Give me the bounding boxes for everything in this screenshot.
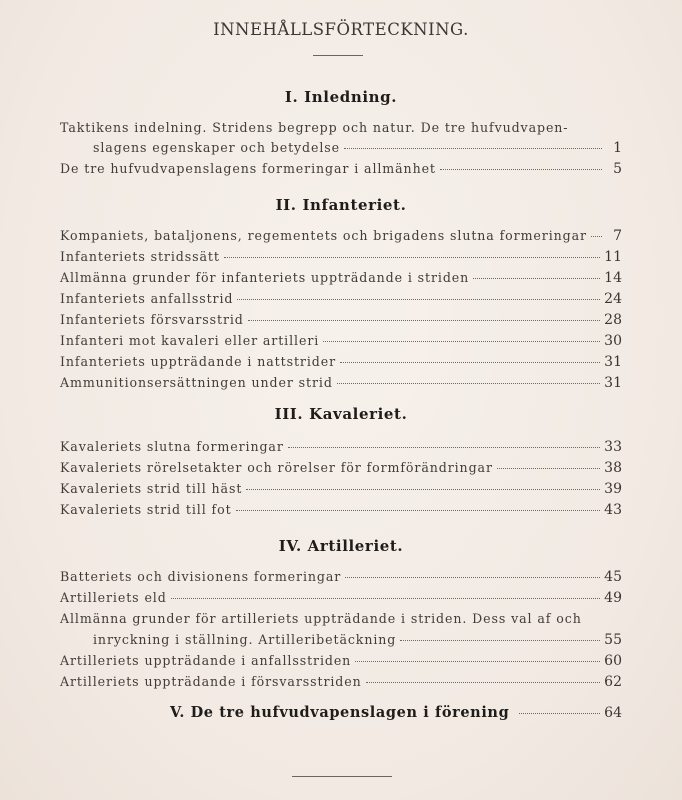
dot-leader bbox=[288, 447, 600, 448]
dot-leader bbox=[236, 510, 601, 511]
toc-entry bbox=[60, 588, 622, 608]
toc-entry-page: 39 bbox=[604, 481, 622, 497]
toc-entry-page: 31 bbox=[604, 354, 622, 370]
dot-leader bbox=[171, 598, 600, 599]
toc-entry-text: Artilleriets uppträdande i försvarsstriden bbox=[60, 674, 362, 689]
section-heading-4: IV. Artilleriet. bbox=[278, 537, 404, 555]
toc-entry bbox=[60, 310, 622, 330]
toc-entry-text: Artilleriets eld bbox=[60, 590, 167, 605]
toc-entry-text: Infanteriets uppträdande i nattstrider bbox=[60, 354, 337, 369]
dot-leader bbox=[473, 278, 600, 279]
section-heading-3: III. Kavaleriet. bbox=[274, 405, 408, 423]
toc-entry-page: 14 bbox=[604, 270, 622, 286]
section-heading-1: I. Inledning. bbox=[284, 88, 398, 106]
toc-entry-page: 5 bbox=[613, 161, 622, 177]
toc-entry-text: Infanteriets anfallsstrid bbox=[60, 291, 234, 306]
toc-entry bbox=[60, 331, 622, 351]
toc-entry-text: slagens egenskaper och betydelse bbox=[93, 140, 341, 155]
toc-entry-text: Kavaleriets strid till häst bbox=[60, 481, 243, 496]
title-divider bbox=[313, 55, 363, 56]
toc-entry-page: 60 bbox=[604, 653, 622, 669]
toc-entry bbox=[60, 247, 622, 267]
toc-entry-text: Infanteriets försvarsstrid bbox=[60, 312, 244, 327]
toc-entry-page: 31 bbox=[604, 375, 622, 391]
toc-entry-text: Infanteri mot kavaleri eller artilleri bbox=[60, 333, 320, 348]
toc-entry bbox=[60, 268, 622, 288]
dot-leader bbox=[248, 320, 600, 321]
toc-entry-text: Kavaleriets strid till fot bbox=[60, 502, 232, 517]
toc-entry bbox=[60, 437, 622, 457]
dot-leader bbox=[366, 682, 601, 683]
footer-divider bbox=[292, 776, 392, 777]
toc-entry bbox=[60, 651, 622, 671]
dot-leader bbox=[400, 640, 600, 641]
toc-entry-text: Allmänna grunder för infanteriets uppträdande i striden bbox=[60, 270, 470, 285]
dot-leader bbox=[355, 661, 600, 662]
toc-entry-page: 1 bbox=[613, 140, 622, 156]
dot-leader bbox=[519, 713, 600, 714]
dot-leader bbox=[337, 383, 600, 384]
dot-leader bbox=[344, 148, 602, 149]
section-heading-5 bbox=[170, 704, 622, 726]
toc-entry bbox=[60, 567, 622, 587]
toc-entry-text: Batteriets och divisionens formeringar bbox=[60, 569, 342, 584]
toc-entry-page: 7 bbox=[613, 228, 622, 244]
toc-entry-page: 33 bbox=[604, 439, 622, 455]
toc-entry bbox=[60, 159, 622, 179]
dot-leader bbox=[591, 236, 602, 237]
toc-entry bbox=[60, 226, 622, 246]
toc-entry bbox=[60, 289, 622, 309]
dot-leader bbox=[246, 489, 600, 490]
toc-entry-text: Ammunitionsersättningen under strid bbox=[60, 375, 333, 390]
dot-leader bbox=[497, 468, 600, 469]
toc-entry-page: 30 bbox=[604, 333, 622, 349]
toc-entry-page: 28 bbox=[604, 312, 622, 328]
dot-leader bbox=[237, 299, 600, 300]
toc-entry-page: 24 bbox=[604, 291, 622, 307]
toc-entry-page: 49 bbox=[604, 590, 622, 606]
toc-entry-text: Kavaleriets rörelsetakter och rörelser för formförändringar bbox=[60, 460, 493, 475]
section-heading-2: II. Infanteriet. bbox=[275, 196, 407, 214]
toc-entry-page: 43 bbox=[604, 502, 622, 518]
toc-line: Allmänna grunder för artilleriets uppträdande i striden. Dess val af och bbox=[60, 611, 582, 626]
toc-entry bbox=[60, 479, 622, 499]
dot-leader bbox=[224, 257, 600, 258]
toc-entry bbox=[60, 672, 622, 692]
toc-entry-text: Kompaniets, bataljonens, regementets och brigadens slutna formeringar bbox=[60, 228, 587, 243]
toc-entry-page: 38 bbox=[604, 460, 622, 476]
toc-entry-page: 11 bbox=[604, 249, 622, 265]
toc-entry-text: Kavaleriets slutna formeringar bbox=[60, 439, 284, 454]
toc-entry-text: Infanteriets stridssätt bbox=[60, 249, 220, 264]
dot-leader bbox=[340, 362, 600, 363]
toc-entry bbox=[60, 458, 622, 478]
dot-leader bbox=[440, 169, 602, 170]
toc-entry-text: inryckning i ställning. Artilleribetäckning bbox=[93, 632, 397, 647]
toc-entry bbox=[93, 138, 622, 158]
toc-entry-page: 64 bbox=[604, 705, 622, 721]
toc-entry bbox=[60, 373, 622, 393]
toc-entry bbox=[60, 352, 622, 372]
toc-entry-page: 45 bbox=[604, 569, 622, 585]
page-title: INNEHÅLLSFÖRTECKNING. bbox=[213, 20, 469, 39]
toc-entry-text: De tre hufvudvapenslagens formeringar i allmänhet bbox=[60, 161, 436, 176]
toc-entry-page: 55 bbox=[604, 632, 622, 648]
toc-entry-text: Artilleriets uppträdande i anfallsstriden bbox=[60, 653, 352, 668]
toc-line: Taktikens indelning. Stridens begrepp och natur. De tre hufvudvapen- bbox=[60, 120, 569, 135]
dot-leader bbox=[323, 341, 600, 342]
toc-entry-page: 62 bbox=[604, 674, 622, 690]
toc-entry bbox=[60, 500, 622, 520]
toc-entry-text: V. De tre hufvudvapenslagen i förening bbox=[170, 704, 510, 721]
dot-leader bbox=[345, 577, 600, 578]
toc-entry bbox=[93, 630, 622, 650]
